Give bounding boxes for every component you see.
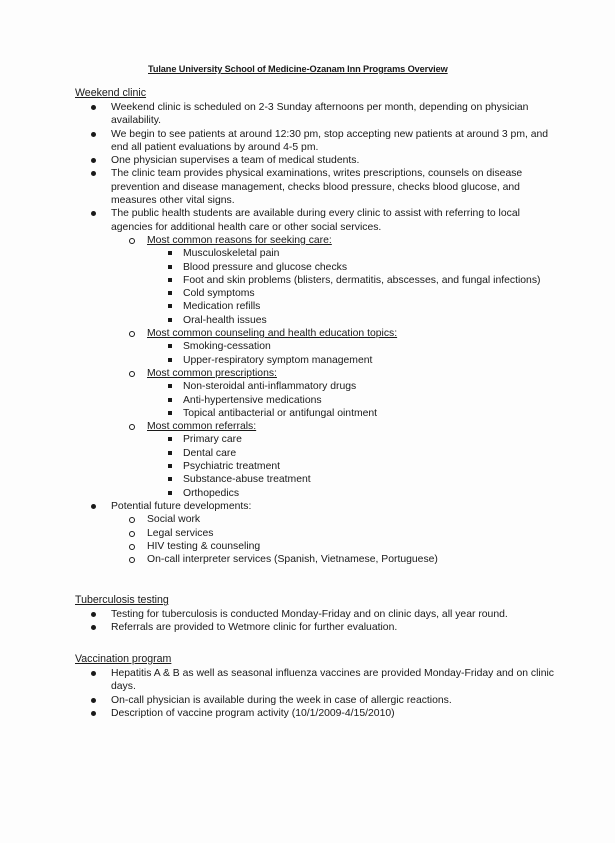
bullet-dot-icon	[91, 711, 96, 716]
list-item: Most common prescriptions: Non-steroidal anti-inflammatory drugs Anti-hypertensive medications Topical antibacterial or antifungal ointment	[75, 367, 555, 420]
bullet-square-icon	[168, 344, 172, 348]
list-item: Most common reasons for seeking care: Musculoskeletal pain Blood pressure and glucose checks Foot and skin problems (blisters, dermatitis, abscesses, and fungal infections) Cold symptoms Medication refills Oral-health issues	[75, 234, 555, 327]
bullet-dot-icon	[91, 211, 96, 216]
bullet-square-icon	[168, 464, 172, 468]
list-item: Non-steroidal anti-inflammatory drugs	[147, 380, 615, 393]
bullet-dot-icon	[91, 698, 96, 703]
list-item: Potential future developments: Social work Legal services HIV testing & counseling On-call interpreter services (Spanish, Vietnamese, Portuguese)	[75, 500, 555, 566]
list-item: Musculoskeletal pain	[147, 247, 615, 260]
bullet-dot-icon	[91, 612, 96, 617]
bullet-dot-icon	[91, 171, 96, 176]
list-item: Referrals are provided to Wetmore clinic for further evaluation.	[75, 621, 555, 634]
bullet-square-icon	[168, 477, 172, 481]
bullet-dot-icon	[91, 132, 96, 137]
list-item: Psychiatric treatment	[147, 460, 615, 473]
bullet-circle-icon	[129, 517, 135, 523]
document-title: Tulane University School of Medicine-Ozanam Inn Programs Overview	[148, 64, 448, 74]
bullet-square-icon	[168, 398, 172, 402]
bullet-circle-icon	[129, 238, 135, 244]
list-item: Upper-respiratory symptom management	[147, 354, 615, 367]
list-item: The clinic team provides physical examinations, writes prescriptions, counsels on disease prevention and disease management, checks blood pressure, checks blood glucose, and measures other vital signs.	[75, 167, 555, 207]
prescriptions-list	[147, 380, 555, 420]
weekend-clinic-section	[75, 87, 555, 566]
tuberculosis-heading: Tuberculosis testing	[75, 594, 169, 606]
list-item: Most common counseling and health education topics: Smoking-cessation Upper-respiratory symptom management	[75, 327, 555, 367]
list-item: Primary care	[147, 433, 615, 446]
tuberculosis-section	[75, 594, 555, 635]
reasons-list	[147, 247, 555, 327]
list-item: HIV testing & counseling	[75, 540, 555, 553]
bullet-square-icon	[168, 265, 172, 269]
bullet-square-icon	[168, 318, 172, 322]
bullet-square-icon	[168, 451, 172, 455]
list-item: Smoking-cessation	[147, 340, 615, 353]
bullet-circle-icon	[129, 544, 135, 550]
bullet-square-icon	[168, 437, 172, 441]
bullet-square-icon	[168, 411, 172, 415]
bullet-dot-icon	[91, 158, 96, 163]
list-item: Most common referrals: Primary care Dental care Psychiatric treatment Substance-abuse treatment Orthopedics	[75, 420, 555, 500]
list-item: On-call physician is available during the week in case of allergic reactions.	[75, 694, 555, 707]
list-item: Medication refills	[147, 300, 615, 313]
bullet-square-icon	[168, 491, 172, 495]
vaccination-heading: Vaccination program	[75, 653, 172, 665]
future-list	[75, 513, 555, 566]
bullet-square-icon	[168, 304, 172, 308]
list-item: Oral-health issues	[147, 314, 615, 327]
bullet-circle-icon	[129, 424, 135, 430]
weekend-clinic-heading: Weekend clinic	[75, 87, 147, 99]
bullet-square-icon	[168, 384, 172, 388]
bullet-circle-icon	[129, 331, 135, 337]
list-item: Description of vaccine program activity (10/1/2009-4/15/2010)	[75, 707, 555, 720]
bullet-square-icon	[168, 251, 172, 255]
list-item: The public health students are available during every clinic to assist with referring to local agencies for additional health care or other social services. Most common reasons for seeking care: Musculoskeletal pain Blood pressure and glucose checks Foot and skin problems (blisters, dermatitis, abscesses, and fungal infections) Cold symptoms Medication refills Oral-health issues Most common counseling and health education topics: Smoking-cessation Upper-respiratory symptom management Most common prescriptions: Non-steroidal anti-inflammatory drugs Anti-hypertensive medications Topical antibacterial or antifungal ointment Most common referrals: Primary care Dental care Psychiatric treatment Substance-abuse treatment Orthopedics	[75, 207, 555, 500]
counseling-list	[147, 340, 555, 367]
list-item: Orthopedics	[147, 487, 615, 500]
bullet-dot-icon	[91, 671, 96, 676]
bullet-square-icon	[168, 291, 172, 295]
list-item: We begin to see patients at around 12:30 pm, stop accepting new patients at around 3 pm, and end all patient evaluations by around 4-5 pm.	[75, 128, 555, 155]
vaccination-section	[75, 653, 555, 720]
list-item: Legal services	[75, 527, 555, 540]
weekend-clinic-list	[75, 101, 555, 566]
list-item: Weekend clinic is scheduled on 2-3 Sunday afternoons per month, depending on physician availability.	[75, 101, 555, 128]
bullet-dot-icon	[91, 625, 96, 630]
list-item: Hepatitis A & B as well as seasonal influenza vaccines are provided Monday-Friday and on clinic days.	[75, 667, 555, 694]
list-item: Topical antibacterial or antifungal ointment	[147, 407, 615, 420]
list-item: Foot and skin problems (blisters, dermatitis, abscesses, and fungal infections)	[147, 274, 615, 287]
vaccination-list	[75, 667, 555, 720]
list-item: Testing for tuberculosis is conducted Monday-Friday and on clinic days, all year round.	[75, 608, 555, 621]
list-item: Anti-hypertensive medications	[147, 394, 615, 407]
list-item: One physician supervises a team of medical students.	[75, 154, 555, 167]
bullet-square-icon	[168, 358, 172, 362]
bullet-square-icon	[168, 278, 172, 282]
list-item: Dental care	[147, 447, 615, 460]
tuberculosis-list	[75, 608, 555, 635]
weekend-clinic-sublist	[75, 234, 555, 500]
bullet-circle-icon	[129, 557, 135, 563]
bullet-circle-icon	[129, 371, 135, 377]
list-item: On-call interpreter services (Spanish, Vietnamese, Portuguese)	[75, 553, 555, 566]
bullet-dot-icon	[91, 504, 96, 509]
list-item: Cold symptoms	[147, 287, 615, 300]
bullet-dot-icon	[91, 105, 96, 110]
list-item: Social work	[75, 513, 555, 526]
list-item: Substance-abuse treatment	[147, 473, 615, 486]
bullet-circle-icon	[129, 531, 135, 537]
referrals-list	[147, 433, 555, 499]
list-item: Blood pressure and glucose checks	[147, 261, 615, 274]
